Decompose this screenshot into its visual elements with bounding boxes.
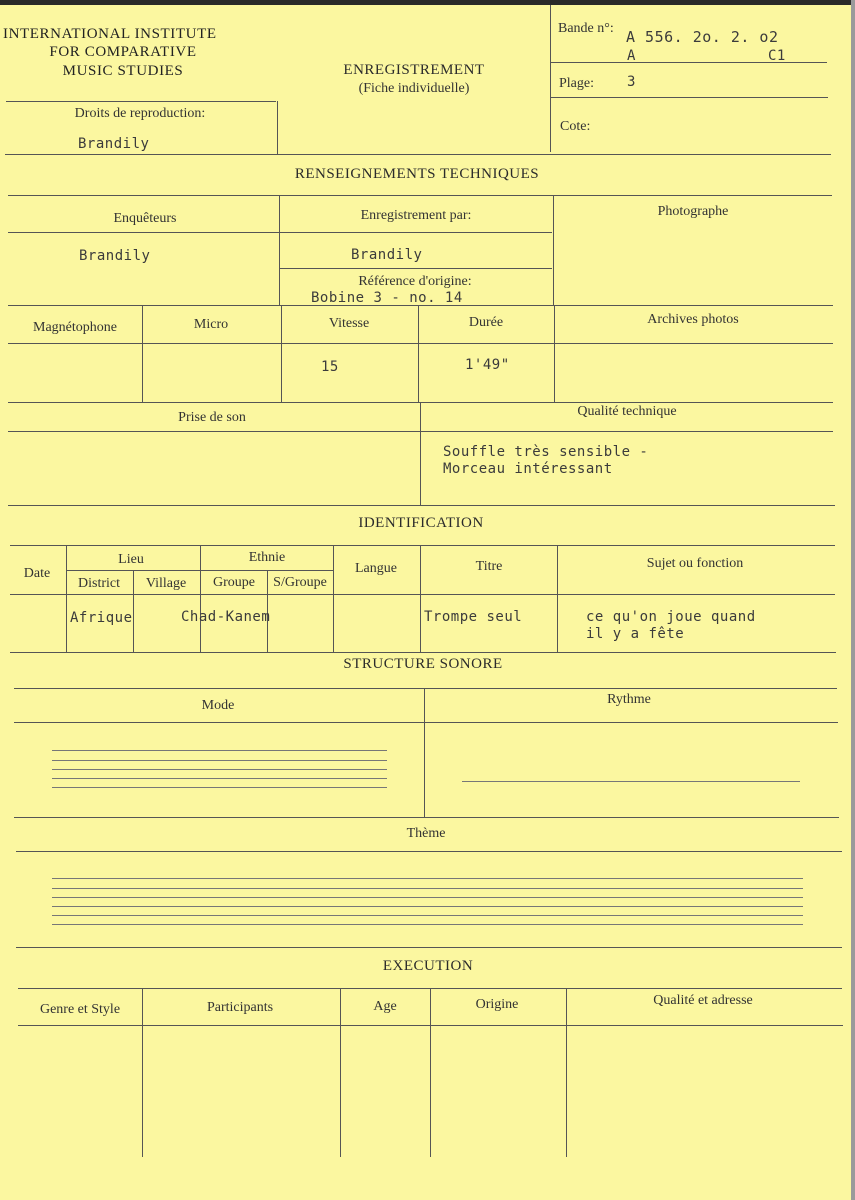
district-divider — [133, 570, 134, 652]
mode-staff-line-2 — [52, 760, 387, 761]
droits-top-line — [6, 101, 276, 102]
duree-divider — [554, 305, 555, 402]
identification-top-line — [10, 545, 835, 546]
mode-staff-line-5 — [52, 787, 387, 788]
qualite-technique-label: Qualité technique — [577, 404, 677, 419]
header-right-divider — [550, 5, 551, 152]
participants-divider — [340, 989, 341, 1157]
ethnie-divider — [333, 545, 334, 652]
duree-label: Durée — [468, 315, 504, 330]
enqueteurs-divider — [279, 196, 280, 305]
bande-value-line1: A 556. 2o. 2. o2 — [626, 28, 779, 46]
micro-divider — [281, 305, 282, 402]
technique-label-line — [8, 232, 552, 233]
structure-label-line — [14, 722, 838, 723]
cote-label: Cote: — [560, 119, 591, 134]
sujet-value-line2: il y a fête — [586, 626, 685, 642]
ethnie-label: Ethnie — [248, 550, 286, 565]
ethnie-value: Chad-Kanem — [181, 609, 271, 625]
district-label: District — [78, 576, 120, 591]
qualite-technique-line1: Souffle très sensible - — [443, 444, 649, 460]
droits-value: Brandily — [78, 136, 150, 152]
theme-staff-line-3 — [52, 897, 803, 898]
langue-label: Langue — [355, 561, 397, 576]
section-title-technique: RENSEIGNEMENTS TECHNIQUES — [294, 166, 540, 182]
photographe-divider — [553, 196, 554, 305]
theme-staff-line-4 — [52, 906, 803, 907]
date-label: Date — [23, 566, 51, 581]
identification-bottom-line — [10, 652, 836, 653]
titre-label: Titre — [475, 559, 503, 574]
genre-divider — [142, 989, 143, 1157]
reference-divider-line — [280, 268, 552, 269]
rythme-line — [462, 781, 800, 782]
form-subtitle: (Fiche individuelle) — [358, 81, 470, 96]
vitesse-label: Vitesse — [328, 316, 370, 331]
lieu-label: Lieu — [118, 552, 144, 567]
structure-top-line — [14, 688, 837, 689]
enqueteurs-label: Enquêteurs — [113, 211, 177, 226]
theme-label: Thème — [406, 826, 446, 841]
mode-staff-line-4 — [52, 778, 387, 779]
institute-name-line2: FOR COMPARATIVE — [49, 44, 197, 60]
section-title-structure: STRUCTURE SONORE — [343, 656, 503, 672]
groupe-label: Groupe — [213, 575, 255, 590]
qualite-technique-line2: Morceau intéressant — [443, 461, 613, 477]
titre-divider — [557, 545, 558, 652]
bande-value-line3: C1 — [768, 48, 786, 64]
age-divider — [430, 989, 431, 1157]
mode-label: Mode — [201, 698, 235, 713]
age-label: Age — [373, 999, 397, 1014]
theme-label-line — [16, 851, 842, 852]
mode-staff-line-1 — [52, 750, 387, 751]
origine-label: Origine — [475, 997, 519, 1012]
sgroupe-label: S/Groupe — [273, 575, 327, 590]
sujet-label: Sujet ou fonction — [646, 556, 744, 571]
plage-underline — [551, 97, 828, 98]
origine-divider — [566, 989, 567, 1157]
enregistrement-label: Enregistrement par: — [360, 208, 472, 223]
reference-value: Bobine 3 - no. 14 — [311, 290, 463, 306]
section-title-execution: EXECUTION — [382, 958, 474, 974]
mode-staff-line-3 — [52, 769, 387, 770]
date-divider — [66, 545, 67, 652]
plage-value: 3 — [627, 74, 636, 90]
droits-label: Droits de reproduction: — [74, 106, 206, 121]
genre-style-label: Genre et Style — [39, 1002, 121, 1017]
theme-staff-line-1 — [52, 878, 803, 879]
plage-label: Plage: — [559, 76, 594, 91]
technique-sub-line — [8, 343, 833, 344]
sujet-value-line1: ce qu'on joue quand — [586, 609, 756, 625]
bande-value-line2: A — [627, 48, 636, 64]
lieu-value: Afrique — [70, 610, 133, 626]
village-label: Village — [145, 576, 187, 591]
technique-top-line — [8, 195, 832, 196]
vitesse-divider — [418, 305, 419, 402]
technique-end-line — [8, 505, 835, 506]
bande-label: Bande n°: — [558, 21, 614, 36]
qualite-adresse-label: Qualité et adresse — [653, 993, 753, 1008]
duree-value: 1'49" — [465, 357, 510, 373]
lieu-divider — [200, 545, 201, 652]
header-bottom-line — [5, 154, 831, 155]
theme-staff-line-6 — [52, 924, 803, 925]
photographe-label: Photographe — [657, 204, 729, 219]
droits-right-divider — [277, 101, 278, 155]
micro-label: Micro — [193, 317, 229, 332]
rythme-label: Rythme — [607, 692, 651, 707]
reference-label: Référence d'origine: — [358, 274, 472, 289]
enregistrement-value: Brandily — [351, 247, 423, 263]
institute-name-line1: INTERNATIONAL INSTITUTE — [3, 26, 217, 42]
langue-divider — [420, 545, 421, 652]
prise-de-son-label: Prise de son — [178, 410, 246, 425]
theme-bottom-line — [16, 947, 842, 948]
section-title-identification: IDENTIFICATION — [358, 515, 484, 531]
form-title: ENREGISTREMENT — [343, 62, 485, 78]
archives-photos-label: Archives photos — [647, 312, 739, 327]
structure-bottom-line — [14, 817, 839, 818]
vitesse-value: 15 — [321, 359, 339, 375]
magnetophone-divider — [142, 305, 143, 402]
titre-value: Trompe seul — [424, 609, 523, 625]
theme-staff-line-2 — [52, 888, 803, 889]
mode-divider — [424, 688, 425, 817]
magnetophone-label: Magnétophone — [33, 320, 117, 335]
enqueteurs-value: Brandily — [79, 248, 151, 264]
prise-divider — [420, 402, 421, 505]
theme-staff-line-5 — [52, 915, 803, 916]
participants-label: Participants — [206, 1000, 274, 1015]
institute-name-line3: MUSIC STUDIES — [62, 63, 184, 79]
